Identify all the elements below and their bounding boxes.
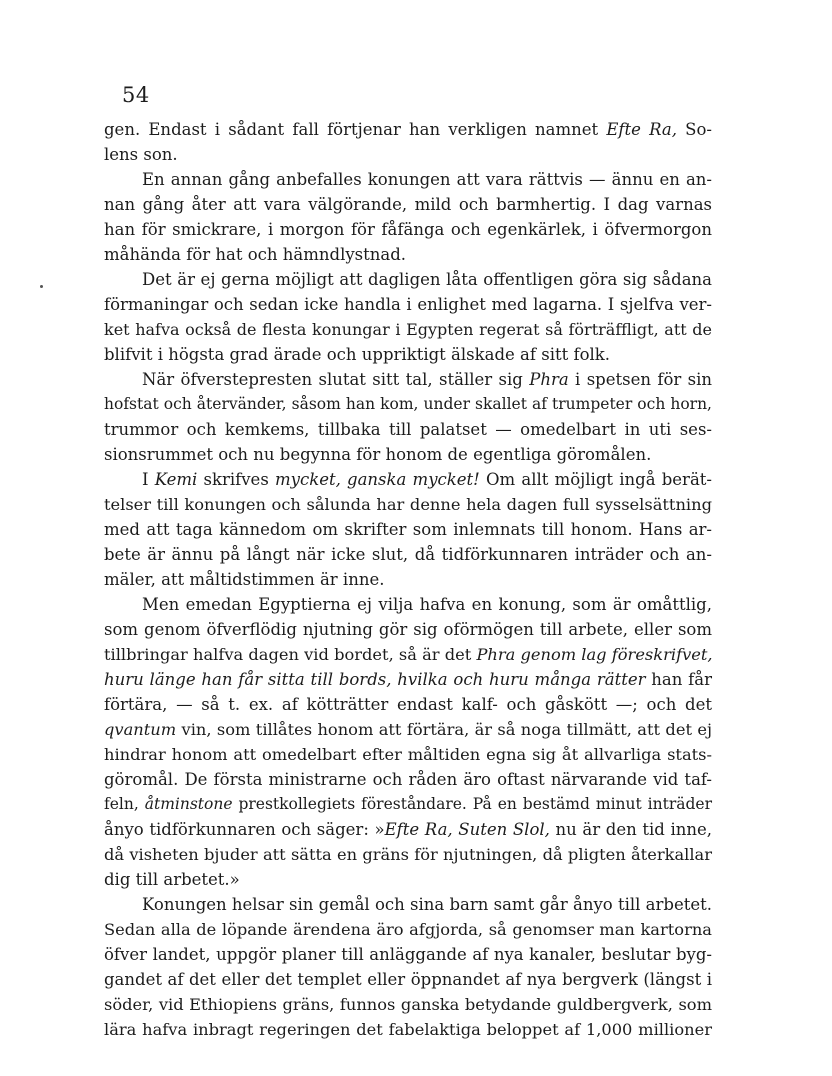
italic-text: Kemi: [154, 470, 198, 489]
text-line: [104, 117, 712, 142]
italic-text: Phra genom lag föreskrifvet,: [476, 645, 713, 664]
text-segment: So-: [676, 120, 712, 139]
text-segment: med att taga kännedom om skrifter som inlemnats till honom. Hans ar-: [104, 520, 712, 539]
text-segment: sionsrummet och nu begynna för honom de egentliga göromålen.: [104, 445, 652, 464]
text-line: [104, 792, 712, 817]
text-segment: blifvit i högsta grad ärade och uppriktigt älskade af sitt folk.: [104, 345, 611, 364]
text-line: [104, 742, 712, 767]
text-line: [104, 617, 712, 642]
text-segment: dig till arbetet.»: [104, 870, 240, 889]
text-line: [104, 442, 712, 467]
text-segment: vin, som tillåtes honom att förtära, är så noga tillmätt, att det ej: [176, 720, 712, 739]
page-number: 54: [122, 83, 150, 107]
text-line: [104, 467, 712, 492]
text-segment: prestkollegiets föreståndare. På en bestämd minut inträder: [232, 795, 712, 813]
text-line: [104, 492, 712, 517]
text-segment: han för smickrare, i morgon för fåfänga och egenkärlek, i öfvermorgon: [104, 220, 712, 239]
text-segment: tillbringar halfva dagen vid bordet, så är det: [104, 645, 477, 664]
text-line: [104, 1017, 712, 1042]
italic-text: mycket, ganska mycket!: [274, 470, 480, 489]
text-line: [104, 292, 712, 317]
text-segment: ånyo tidförkunnaren och säger: »: [104, 820, 385, 839]
text-line: [104, 142, 712, 167]
text-segment: öfver landet, uppgör planer till anläggande af nya kanaler, beslutar byg-: [104, 945, 712, 964]
text-segment: skrifves: [197, 470, 275, 489]
text-line: [104, 667, 712, 692]
text-segment: I: [142, 470, 155, 489]
text-segment: ket hafva också de flesta konungar i Egypten regerat så förträffligt, att de: [104, 320, 712, 339]
text-line: [104, 517, 712, 542]
text-segment: måhända för hat och hämndlystnad.: [104, 245, 407, 264]
text-line: [104, 867, 712, 892]
italic-text: huru länge han får sitta till bords, hvilka och huru många rätter: [104, 670, 646, 689]
text-line: [104, 817, 712, 842]
text-segment: En annan gång anbefalles konungen att vara rättvis — ännu en an-: [142, 170, 712, 189]
text-segment: i spetsen för sin: [568, 370, 713, 389]
text-segment: feln,: [104, 795, 145, 813]
text-segment: lära hafva inbragt regeringen det fabelaktiga beloppet af 1,000 millioner: [104, 1020, 712, 1039]
text-line: [104, 242, 712, 267]
text-segment: söder, vid Ethiopiens gräns, funnos ganska betydande guldbergverk, som: [104, 995, 712, 1014]
italic-text: Efte Ra,: [606, 120, 677, 139]
text-segment: förtära, — så t. ex. af kötträtter endast kalf- och gåskött —; och det: [104, 695, 712, 714]
text-line: [104, 942, 712, 967]
text-line: [104, 267, 712, 292]
text-line: [104, 917, 712, 942]
text-segment: nan gång åter att vara välgörande, mild och barmhertig. I dag varnas: [104, 195, 712, 214]
text-line: [104, 592, 712, 617]
text-segment: nu är den tid inne,: [549, 820, 713, 839]
text-line: [104, 842, 712, 867]
text-segment: När öfverstepresten slutat sitt tal, ställer sig: [142, 370, 530, 389]
text-line: [104, 642, 712, 667]
text-line: [104, 192, 712, 217]
text-line: [104, 367, 712, 392]
text-segment: Sedan alla de löpande ärendena äro afgjorda, så genomser man kartorna: [104, 920, 712, 939]
text-segment: gandet af det eller det templet eller öppnandet af nya bergverk (längst i: [104, 970, 712, 989]
margin-ink-speck: [40, 285, 43, 288]
text-segment: som genom öfverflödig njutning gör sig oförmögen till arbete, eller som: [104, 620, 712, 639]
text-line: [104, 217, 712, 242]
text-line: [104, 417, 712, 442]
text-line: [104, 317, 712, 342]
text-segment: trummor och kemkems, tillbaka till palatset — omedelbart in uti ses-: [104, 420, 712, 439]
text-segment: telser till konungen och sålunda har denne hela dagen full sysselsättning: [104, 495, 712, 514]
text-line: [104, 767, 712, 792]
text-line: [104, 167, 712, 192]
italic-text: Efte Ra, Suten Slol,: [384, 820, 550, 839]
text-line: [104, 992, 712, 1017]
italic-text: åtminstone: [144, 795, 233, 813]
text-segment: hofstat och återvänder, såsom han kom, under skallet af trumpeter och horn,: [104, 395, 712, 413]
text-line: [104, 692, 712, 717]
text-segment: mäler, att måltidstimmen är inne.: [104, 570, 385, 589]
text-line: [104, 892, 712, 917]
italic-text: Phra: [529, 370, 569, 389]
text-segment: han får: [645, 670, 712, 689]
italic-text: qvantum: [104, 720, 177, 739]
body-text: [104, 117, 712, 1042]
text-line: [104, 567, 712, 592]
text-line: [104, 342, 712, 367]
text-segment: Det är ej gerna möjligt att dagligen låta offentligen göra sig sådana: [142, 270, 712, 289]
text-segment: hindrar honom att omedelbart efter måltiden egna sig åt allvarliga stats-: [104, 745, 712, 764]
text-segment: Men emedan Egyptierna ej vilja hafva en konung, som är omåttlig,: [142, 595, 712, 614]
text-segment: förmaningar och sedan icke handla i enlighet med lagarna. I sjelfva ver-: [104, 295, 712, 314]
text-line: [104, 717, 712, 742]
text-segment: Om allt möjligt ingå berät-: [479, 470, 712, 489]
text-segment: göromål. De första ministrarne och råden äro oftast närvarande vid taf-: [104, 770, 712, 789]
text-segment: lens son.: [104, 145, 178, 164]
text-line: [104, 542, 712, 567]
text-segment: bete är ännu på långt när icke slut, då tidförkunnaren inträder och an-: [104, 545, 712, 564]
text-segment: då visheten bjuder att sätta en gräns för njutningen, då pligten återkallar: [104, 845, 712, 864]
text-segment: Konungen helsar sin gemål och sina barn samt går ånyo till arbetet.: [142, 895, 712, 914]
text-line: [104, 392, 712, 417]
text-segment: gen. Endast i sådant fall förtjenar han verkligen namnet: [104, 120, 607, 139]
text-line: [104, 967, 712, 992]
